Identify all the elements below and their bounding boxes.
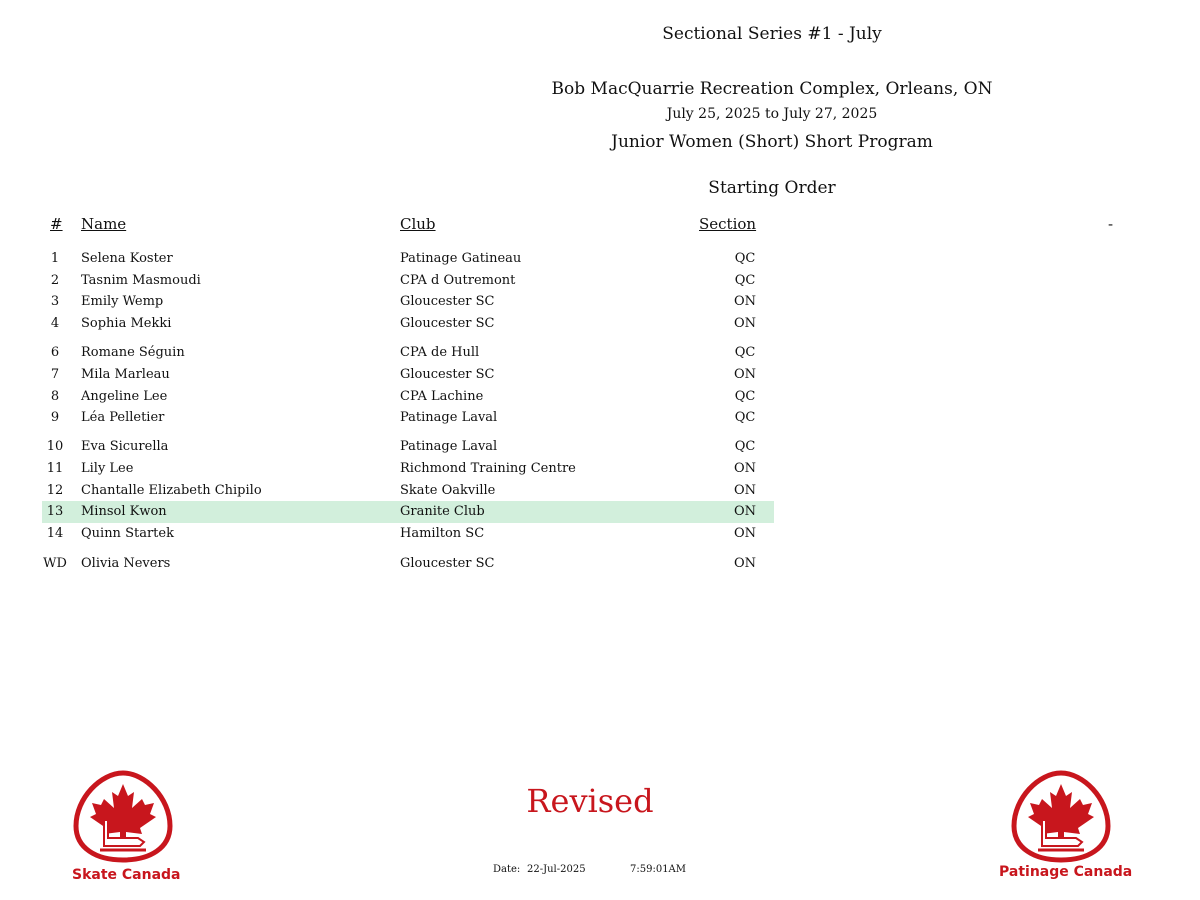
skater-name: Romane Séguin	[81, 345, 185, 360]
maple-leaf-skate-icon	[1008, 768, 1114, 864]
table-row	[42, 523, 774, 545]
column-header-club: Club	[400, 215, 436, 233]
footer-date: 22-Jul-2025	[527, 864, 586, 875]
logo-right-text: Patinage Canada	[999, 864, 1133, 880]
club-name: Richmond Training Centre	[400, 461, 576, 476]
column-header-name: Name	[81, 215, 127, 233]
row-number: 4	[50, 316, 60, 331]
table-row	[42, 553, 774, 575]
footer-date-label: Date:	[493, 864, 521, 875]
club-name: Granite Club	[400, 504, 485, 519]
event-dates: July 25, 2025 to July 27, 2025	[666, 106, 878, 122]
skater-name: Chantalle Elizabeth Chipilo	[81, 483, 262, 498]
skater-name: Emily Wemp	[81, 294, 164, 309]
skater-name: Angeline Lee	[81, 389, 168, 404]
section-code: QC	[734, 439, 756, 454]
skater-name: Tasnim Masmoudi	[81, 273, 201, 288]
column-header-extra: -	[1108, 215, 1114, 233]
skater-name: Olivia Nevers	[81, 556, 171, 571]
table-row	[42, 480, 774, 502]
event-title: Sectional Series #1 - July	[662, 24, 882, 44]
section-code: ON	[733, 367, 757, 382]
skater-name: Selena Koster	[81, 251, 173, 266]
club-name: Skate Oakville	[400, 483, 496, 498]
club-name: CPA Lachine	[400, 389, 484, 404]
row-number: WD	[43, 556, 67, 571]
column-header-section: Section	[699, 215, 757, 233]
skater-name: Mila Marleau	[81, 367, 170, 382]
skater-name: Quinn Startek	[81, 526, 174, 541]
row-number: 14	[46, 526, 64, 541]
row-number: 9	[50, 410, 60, 425]
table-row	[42, 291, 774, 313]
venue: Bob MacQuarrie Recreation Complex, Orleans, ON	[551, 79, 993, 99]
club-name: Patinage Laval	[400, 410, 498, 425]
club-name: CPA de Hull	[400, 345, 480, 360]
club-name: Hamilton SC	[400, 526, 485, 541]
club-name: Gloucester SC	[400, 294, 495, 309]
skater-name: Eva Sicurella	[81, 439, 169, 454]
skater-name: Léa Pelletier	[81, 410, 165, 425]
table-row	[42, 342, 774, 364]
row-number: 13	[46, 504, 64, 519]
row-number: 12	[46, 483, 64, 498]
section-code: QC	[734, 410, 756, 425]
table-row	[42, 436, 774, 458]
column-header-number: #	[50, 215, 63, 233]
section-code: ON	[733, 294, 757, 309]
club-name: Patinage Gatineau	[400, 251, 522, 266]
section-code: ON	[733, 526, 757, 541]
section-code: ON	[733, 461, 757, 476]
table-row	[42, 313, 774, 335]
revised-stamp: Revised	[526, 782, 654, 820]
table-row	[42, 364, 774, 386]
row-number: 3	[50, 294, 60, 309]
maple-leaf-skate-icon	[70, 768, 176, 864]
table-row	[42, 501, 774, 523]
row-number: 6	[50, 345, 60, 360]
table-row	[42, 248, 774, 270]
row-number: 1	[50, 251, 60, 266]
club-name: CPA d Outremont	[400, 273, 516, 288]
section-code: QC	[734, 251, 756, 266]
row-number: 7	[50, 367, 60, 382]
row-number: 2	[50, 273, 60, 288]
logo-left-text: Skate Canada	[72, 867, 181, 883]
section-code: QC	[734, 345, 756, 360]
section-code: QC	[734, 389, 756, 404]
section-code: ON	[733, 504, 757, 519]
section-code: ON	[733, 483, 757, 498]
section-code: ON	[733, 556, 757, 571]
row-number: 8	[50, 389, 60, 404]
table-row	[42, 407, 774, 429]
order-heading: Starting Order	[708, 178, 836, 198]
club-name: Gloucester SC	[400, 556, 495, 571]
footer-time: 7:59:01AM	[630, 864, 687, 875]
skater-name: Minsol Kwon	[81, 504, 167, 519]
section-code: QC	[734, 273, 756, 288]
skater-name: Lily Lee	[81, 461, 134, 476]
table-row	[42, 458, 774, 480]
section-code: ON	[733, 316, 757, 331]
table-row	[42, 270, 774, 292]
club-name: Gloucester SC	[400, 316, 495, 331]
club-name: Gloucester SC	[400, 367, 495, 382]
row-number: 11	[46, 461, 64, 476]
club-name: Patinage Laval	[400, 439, 498, 454]
row-number: 10	[46, 439, 64, 454]
table-row	[42, 386, 774, 408]
skater-name: Sophia Mekki	[81, 316, 172, 331]
category: Junior Women (Short) Short Program	[611, 132, 933, 152]
